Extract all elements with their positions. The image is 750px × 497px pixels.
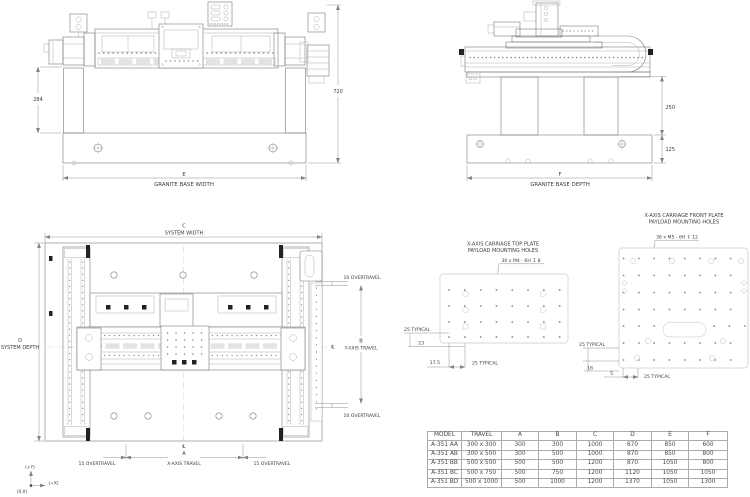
cell-model: A-351 BD [428, 478, 462, 487]
axis-origin-label: (0,0) [16, 490, 28, 495]
cell-f: 800 [689, 450, 728, 459]
side-dim-lower: 125 [665, 147, 676, 153]
cell-model: A-351 AA [428, 441, 462, 450]
cell-travel: 300 x 300 [462, 441, 502, 450]
cell-e: 1050 [652, 478, 689, 487]
plan-depth-label: SYSTEM DEPTH [0, 345, 40, 351]
side-dim-upper: 250 [665, 105, 676, 111]
cell-b: 1000 [539, 478, 577, 487]
plan-depth-letter: D [18, 338, 22, 344]
cell-travel: 500 x 1000 [462, 478, 502, 487]
cell-e: 850 [652, 450, 689, 459]
col-header-f: F [689, 432, 728, 441]
plan-view [1, 224, 381, 496]
table-row [428, 441, 728, 450]
cell-a: 300 [502, 441, 539, 450]
cell-d: 870 [614, 450, 652, 459]
cell-b: 750 [539, 469, 577, 478]
model-dimension-table [427, 431, 727, 488]
top-plate-detail [404, 242, 568, 368]
cell-d: 870 [614, 460, 652, 469]
table-row [428, 460, 728, 469]
plan-y-centerline-symbol: ℄ [331, 344, 335, 351]
front-plate-dim-bottom-typical: 25 TYPICAL [644, 375, 670, 380]
top-plate-dim-left-typical: 25 TYPICAL [404, 328, 430, 333]
axis-plus-y-label: (+Y) [25, 465, 35, 471]
plan-width-letter: C [182, 223, 186, 230]
front-plate-title-line2: PAYLOAD MOUNTING HOLES [648, 219, 720, 226]
front-plate-dim-bottom-offset: 5 [610, 372, 613, 377]
cell-d: 670 [614, 441, 652, 450]
top-plate-dim-left-offset: 23 [418, 341, 424, 347]
cell-a: 500 [502, 460, 539, 469]
cell-model: A-351 BC [428, 469, 462, 478]
front-base-dim-label: GRANITE BASE WIDTH [154, 182, 214, 188]
table-row [428, 469, 728, 478]
cell-c: 1200 [577, 460, 614, 469]
cell-b: 500 [539, 450, 577, 459]
cell-e: 1050 [652, 460, 689, 469]
col-header-c: C [577, 432, 614, 441]
spec-table [427, 431, 728, 488]
side-base-dim-letter: F [558, 172, 562, 178]
cell-model: A-351 BB [428, 460, 462, 469]
plan-x-overtravel-left: 15 OVERTRAVEL [78, 462, 116, 467]
cell-b: 300 [539, 441, 577, 450]
side-base-dim-label: GRANITE BASE DEPTH [530, 182, 590, 188]
cell-a: 500 [502, 469, 539, 478]
top-plate-outline [440, 274, 568, 343]
col-header-e: E [652, 432, 689, 441]
plan-y-travel-label: Y-AXIS TRAVEL [344, 346, 378, 352]
cell-f: 1300 [689, 478, 728, 487]
cell-c: 1000 [577, 450, 614, 459]
front-plate-title-line1: X-AXIS CARRIAGE FRONT PLATE [644, 213, 724, 219]
plan-x-overtravel-right: 15 OVERTRAVEL [253, 462, 291, 467]
axis-plus-x-label: (+X) [48, 481, 59, 487]
front-plate-dim-left-typical: 25 TYPICAL [579, 343, 605, 348]
plan-x-centerline-symbol: ℄ [182, 444, 186, 450]
cell-f: 1050 [689, 469, 728, 478]
col-header-b: B [539, 432, 577, 441]
cell-travel: 500 x 750 [462, 469, 502, 478]
plan-y-travel-letter: B [359, 338, 363, 345]
plan-y-overtravel-bottom: 10 OVERTRAVEL [343, 414, 381, 419]
top-plate-dim-bottom-offset: 17.5 [429, 361, 440, 366]
front-plate-outline [619, 248, 748, 368]
table-row [428, 478, 728, 487]
col-header-travel: TRAVEL [462, 432, 502, 441]
top-plate-hole-callout: 30 x M4 - 6H ↧ 8 [501, 259, 541, 264]
cell-travel: 300 x 500 [462, 450, 502, 459]
plan-y-overtravel-top: 10 OVERTRAVEL [343, 276, 381, 281]
cell-e: 850 [652, 441, 689, 450]
cell-model: A-351 AB [428, 450, 462, 459]
cell-c: 1200 [577, 469, 614, 478]
col-header-a: A [502, 432, 539, 441]
cell-f: 600 [689, 441, 728, 450]
front-base-dim-letter: E [182, 172, 186, 178]
table-header-row [428, 432, 728, 441]
col-header-model: MODEL [428, 432, 462, 441]
cell-c: 1200 [577, 478, 614, 487]
cell-a: 500 [502, 478, 539, 487]
plan-x-travel-letter: A [182, 451, 186, 457]
cell-b: 500 [539, 460, 577, 469]
cell-e: 1050 [652, 469, 689, 478]
top-plate-title-line2: PAYLOAD MOUNTING HOLES [467, 248, 539, 254]
col-header-d: D [614, 432, 652, 441]
front-elevation-view [33, 2, 343, 188]
front-plate-hole-callout: 36 x M5 - 6H ↧ 12 [656, 235, 698, 241]
front-dim-total-height: 720 [333, 89, 343, 95]
cell-d: 1120 [614, 469, 652, 478]
top-plate-title-line1: X-AXIS CARRIAGE TOP PLATE [467, 241, 539, 248]
cell-f: 800 [689, 460, 728, 469]
cell-a: 300 [502, 450, 539, 459]
plan-width-label: SYSTEM WIDTH [164, 230, 204, 237]
front-dim-riser-height: 284 [33, 97, 43, 103]
front-plate-dim-left-offset: 16 [587, 366, 593, 372]
table-row [428, 450, 728, 459]
cell-d: 1370 [614, 478, 652, 487]
plan-x-travel-label: X-AXIS TRAVEL [167, 462, 201, 467]
side-elevation-view [459, 1, 675, 188]
cell-c: 1000 [577, 441, 614, 450]
top-plate-dim-bottom-typical: 25 TYPICAL [472, 361, 498, 367]
front-plate-detail [579, 213, 748, 380]
cell-travel: 500 x 500 [462, 460, 502, 469]
